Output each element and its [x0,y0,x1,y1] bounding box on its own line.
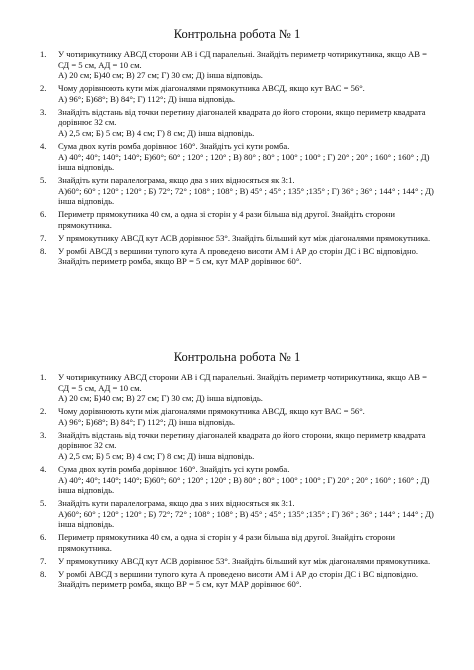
task-number: 5. [40,175,47,186]
task-text: Периметр прямокутника 40 см, а одна зі сторін у 4 рази більша від другої. Знайдіть сторони прямокутника. [58,209,395,230]
task-item [0,49,474,81]
task-item [0,532,474,553]
task-item [0,233,474,244]
task-number: 7. [40,555,47,566]
task-list [0,372,474,590]
task-text: У ромбі АВСД з вершини тупого кута А проведено висоти АМ і АР до сторін ДС і ВС відповідно. Знайдіть периметр ромба, якщо ВР = 5 см, кут МАР дорівнює 60°. [58,245,419,267]
task-number: 8. [40,245,47,256]
task-text: Сума двох кутів ромба дорівнює 160°. Знайдіть усі кути ромба. [58,463,290,474]
task-item [0,83,474,104]
task-text: Знайдіть відстань від точки перетину діагоналей квадрата до його сторони, якщо периметр квадрата дорівнює 32 см. [58,106,426,128]
task-text: У ромбі АВСД з вершини тупого кута А проведено висоти АМ і АР до сторін ДС і ВС відповідно. Знайдіть периметр ромба, якщо ВР = 5 см, кут МАР дорівнює 60°. [58,568,419,590]
answer-options: А) 2,5 см; Б) 5 см; В) 4 см; Г) 8 см; Д) інша відповідь. [58,450,255,461]
answer-options: А) 20 см; Б)40 см; В) 27 см; Г) 30 см; Д) інша відповідь. [58,70,263,81]
task-item [0,209,474,230]
page-title: Контрольна робота № 1 [173,350,301,364]
task-item [0,175,474,207]
task-number: 6. [40,209,47,220]
task-number: 1. [40,372,47,382]
task-text: Периметр прямокутника 40 см, а одна зі сторін у 4 рази більша від другої. Знайдіть сторони прямокутника. [58,532,395,553]
task-text: Чому дорівнюють кути між діагоналями прямокутника АВСД, якщо кут ВАС = 56°. [58,406,365,417]
answer-options: А)60°; 60° ; 120° ; 120° ; Б) 72°; 72° ; 108° ; 108° ; В) 45° ; 45° ; 135° ;135° ; Г) 36° ; 36° ; 144° ; 144° ; Д) інша відповідь. [58,185,434,207]
task-number: 4. [40,140,47,151]
test-sheet-top [0,26,474,269]
task-item [0,372,474,404]
task-text: У чотирикутнику АВСД сторони АВ і СД паралельні. Знайдіть периметр чотирикутника, якщо АВ = СД = 5 см, АД = 10 см. [58,49,427,70]
task-text: У прямокутнику АВСД кут АСВ дорівнює 53°. Знайдіть більший кут між діагоналями прямокутника. [58,232,431,243]
task-item [0,430,474,462]
task-item [0,406,474,427]
task-number: 3. [40,106,47,117]
task-item [0,556,474,567]
answer-options: А) 96°; Б)68°; В) 84°; Г) 112°; Д) інша відповідь. [58,93,236,104]
task-text: Чому дорівнюють кути між діагоналями прямокутника АВСД, якщо кут ВАС = 56°. [58,83,365,94]
task-number: 3. [40,429,47,440]
task-item [0,464,474,496]
task-item [0,498,474,530]
task-list [0,49,474,267]
task-item [0,107,474,139]
task-number: 6. [40,532,47,543]
task-item [0,246,474,267]
answer-options: А) 40°; 40°; 140°; 140°; Б)60°; 60° ; 120° ; 120° ; В) 80° ; 80° ; 100° ; 100° ; Г) 20° ; 20° ; 160° ; 160° ; Д) інша відповідь. [58,151,430,173]
task-text: У чотирикутнику АВСД сторони АВ і СД паралельні. Знайдіть периметр чотирикутника, якщо АВ = СД = 5 см, АД = 10 см. [58,372,427,393]
task-text: Сума двох кутів ромба дорівнює 160°. Знайдіть усі кути ромба. [58,140,290,151]
answer-options: А) 20 см; Б)40 см; В) 27 см; Г) 30 см; Д) інша відповідь. [58,393,263,404]
task-number: 8. [40,568,47,579]
task-number: 5. [40,498,47,509]
task-number: 2. [40,406,47,417]
task-number: 2. [40,83,47,94]
task-item [0,569,474,590]
task-text: У прямокутнику АВСД кут АСВ дорівнює 53°. Знайдіть більший кут між діагоналями прямокутника. [58,555,431,566]
test-sheet-bottom [0,349,474,592]
task-item [0,141,474,173]
task-text: Знайдіть кути паралелограма, якщо два з них відносяться як 3:1. [58,175,295,186]
answer-options: А)60°; 60° ; 120° ; 120° ; Б) 72°; 72° ; 108° ; 108° ; В) 45° ; 45° ; 135° ;135° ; Г) 36° ; 36° ; 144° ; 144° ; Д) інша відповідь. [58,508,434,530]
task-number: 1. [40,49,47,59]
answer-options: А) 40°; 40°; 140°; 140°; Б)60°; 60° ; 120° ; 120° ; В) 80° ; 80° ; 100° ; 100° ; Г) 20° ; 20° ; 160° ; 160° ; Д) інша відповідь. [58,474,430,496]
task-text: Знайдіть кути паралелограма, якщо два з них відносяться як 3:1. [58,498,295,509]
task-number: 4. [40,463,47,474]
answer-options: А) 96°; Б)68°; В) 84°; Г) 112°; Д) інша відповідь. [58,416,236,427]
task-number: 7. [40,232,47,243]
answer-options: А) 2,5 см; Б) 5 см; В) 4 см; Г) 8 см; Д) інша відповідь. [58,127,255,138]
page-title: Контрольна робота № 1 [173,27,301,41]
task-text: Знайдіть відстань від точки перетину діагоналей квадрата до його сторони, якщо периметр квадрата дорівнює 32 см. [58,429,426,451]
